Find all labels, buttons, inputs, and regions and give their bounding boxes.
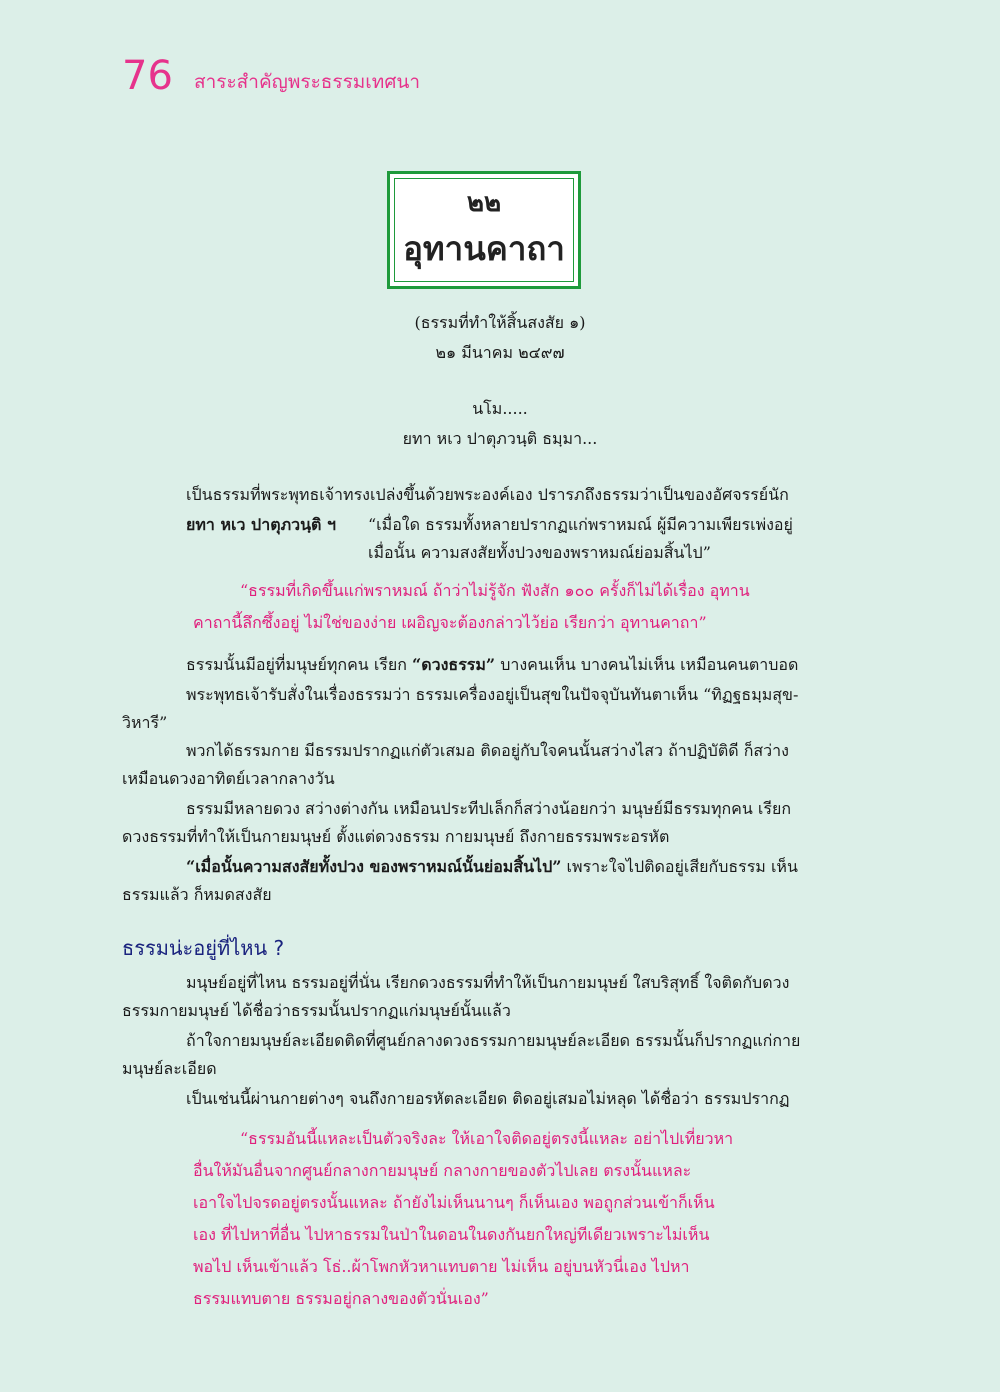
quote-2-line-6: ธรรมแทบตาย ธรรมอยู่กลางของตัวนั่นเอง” — [193, 1289, 489, 1308]
body-paragraph-2-line-2: วิหารี” — [122, 713, 168, 732]
body-paragraph-5-line-2: ธรรมแล้ว ก็หมดสงสัย — [122, 885, 272, 904]
body-paragraph-3-line-2: เหมือนดวงอาทิตย์เวลากลางวัน — [122, 769, 335, 788]
opening-chant-line-2: ยทา หเว ปาตุภวนฺติ ธมฺมา... — [402, 429, 598, 448]
section-2-paragraph-1-line-1: มนุษย์อยู่ที่ไหน ธรรมอยู่ที่นั่น เรียกดวงธรรมที่ทำให้เป็นกายมนุษย์ ใสบริสุทธิ์ ใจติดกับดวง — [186, 973, 790, 992]
quote-1-line-1: “ธรรมที่เกิดขึ้นแก่พราหมณ์ ถ้าว่าไม่รู้จัก ฟังสัก ๑๐๐ ครั้งก็ไม่ได้เรื่อง อุทาน — [240, 581, 750, 600]
opening-chant-line-1: นโม..... — [472, 399, 528, 418]
chapter-subtitle: (ธรรมที่ทำให้สิ้นสงสัย ๑) — [414, 313, 586, 332]
body-p1-text-a: ธรรมนั้นมีอยู่ที่มนุษย์ทุกคน เรียก — [186, 655, 413, 674]
quote-2-line-2: อื่นให้มันอื่นจากศูนย์กลางกายมนุษย์ กลางกายของตัวไปเลย ตรงนั้นแหละ — [193, 1161, 692, 1180]
body-paragraph-4-line-1: ธรรมมีหลายดวง สว่างต่างกัน เหมือนประทีปเล็กก็สว่างน้อยกว่า มนุษย์มีธรรมทุกคน เรียก — [186, 799, 792, 818]
verse-translation-line-2: เมื่อนั้น ความสงสัยทั้งปวงของพราหมณ์ย่อมสิ้นไป” — [368, 543, 711, 562]
page-number: 76 — [122, 53, 173, 99]
body-paragraph-2-line-1: พระพุทธเจ้ารับสั่งในเรื่องธรรมว่า ธรรมเครื่องอยู่เป็นสุขในปัจจุบันทันตาเห็น “ทิฏฐธมฺมสุข- — [186, 685, 799, 704]
body-paragraph-3-line-1: พวกได้ธรรมกาย มีธรรมปรากฏแก่ตัวเสมอ ติดอยู่กับใจคนนั้นสว่างไสว ถ้าปฏิบัติดี ก็สว่าง — [186, 741, 789, 760]
body-p5-bold-quote: “เมื่อนั้นความสงสัยทั้งปวง ของพราหมณ์นั้นย่อมสิ้นไป” — [186, 857, 562, 876]
section-2-paragraph-2-line-2: มนุษย์ละเอียด — [122, 1059, 217, 1078]
chapter-title-box — [387, 171, 581, 289]
section-heading: ธรรมน่ะอยู่ที่ไหน ? — [122, 936, 285, 960]
verse-translation-line-1: “เมื่อใด ธรรมทั้งหลายปรากฏแก่พราหมณ์ ผู้มีความเพียรเพ่งอยู่ — [368, 515, 793, 534]
body-p1-bold-term: “ดวงธรรม” — [412, 655, 496, 674]
running-title: สาระสำคัญพระธรรมเทศนา — [194, 71, 421, 93]
section-2-paragraph-1-line-2: ธรรมกายมนุษย์ ได้ชื่อว่าธรรมนั้นปรากฏแก่มนุษย์นั้นแล้ว — [122, 1001, 511, 1020]
quote-2-line-3: เอาใจไปจรดอยู่ตรงนั้นแหละ ถ้ายังไม่เห็นนานๆ ก็เห็นเอง พอถูกส่วนเข้าก็เห็น — [193, 1193, 715, 1212]
chapter-title: อุทานคาถา — [403, 229, 565, 268]
quote-2-line-1: “ธรรมอันนี้แหละเป็นตัวจริงละ ให้เอาใจติดอยู่ตรงนี้แหละ อย่าไปเที่ยวหา — [240, 1129, 734, 1148]
section-2-paragraph-2-line-1: ถ้าใจกายมนุษย์ละเอียดติดที่ศูนย์กลางดวงธรรมกายมนุษย์ละเอียด ธรรมนั้นก็ปรากฏแก่กาย — [186, 1031, 801, 1050]
quote-2-line-4: เอง ที่ไปหาที่อื่น ไปหาธรรมในป่าในดอนในดงกันยกใหญ่ทีเดียวเพราะไม่เห็น — [193, 1225, 710, 1244]
body-paragraph-4-line-2: ดวงธรรมที่ทำให้เป็นกายมนุษย์ ตั้งแต่ดวงธรรม กายมนุษย์ ถึงกายธรรมพระอรหัต — [122, 827, 670, 846]
quote-1-line-2: คาถานี้ลึกซึ้งอยู่ ไม่ใช่ของง่าย เผอิญจะต้องกล่าวไว้ย่อ เรียกว่า อุทานคาถา” — [193, 613, 707, 632]
section-2-paragraph-3: เป็นเช่นนี้ผ่านกายต่างๆ จนถึงกายอรหัตละเอียด ติดอยู่เสมอไม่หลุด ได้ชื่อว่า ธรรมปรากฏ — [186, 1089, 790, 1108]
pali-verse-label: ยทา หเว ปาตุภวนฺติ ฯ — [186, 515, 336, 534]
body-paragraph-5-line-1 — [186, 854, 798, 880]
chapter-number: ๒๒ — [466, 188, 502, 218]
sermon-date: ๒๑ มีนาคม ๒๔๙๗ — [435, 343, 565, 362]
body-paragraph-1 — [186, 652, 798, 678]
quote-2-line-5: พอไป เห็นเข้าแล้ว โธ่..ผ้าโพกหัวหาแทบตาย ไม่เห็น อยู่บนหัวนี่เอง ไปหา — [193, 1257, 690, 1276]
intro-paragraph: เป็นธรรมที่พระพุทธเจ้าทรงเปล่งขึ้นด้วยพระองค์เอง ปรารภถึงธรรมว่าเป็นของอัศจรรย์นัก — [186, 485, 789, 504]
body-p5-text: เพราะใจไปติดอยู่เสียกับธรรม เห็น — [561, 857, 798, 876]
body-p1-text-b: บางคนเห็น บางคนไม่เห็น เหมือนคนตาบอด — [495, 655, 799, 674]
